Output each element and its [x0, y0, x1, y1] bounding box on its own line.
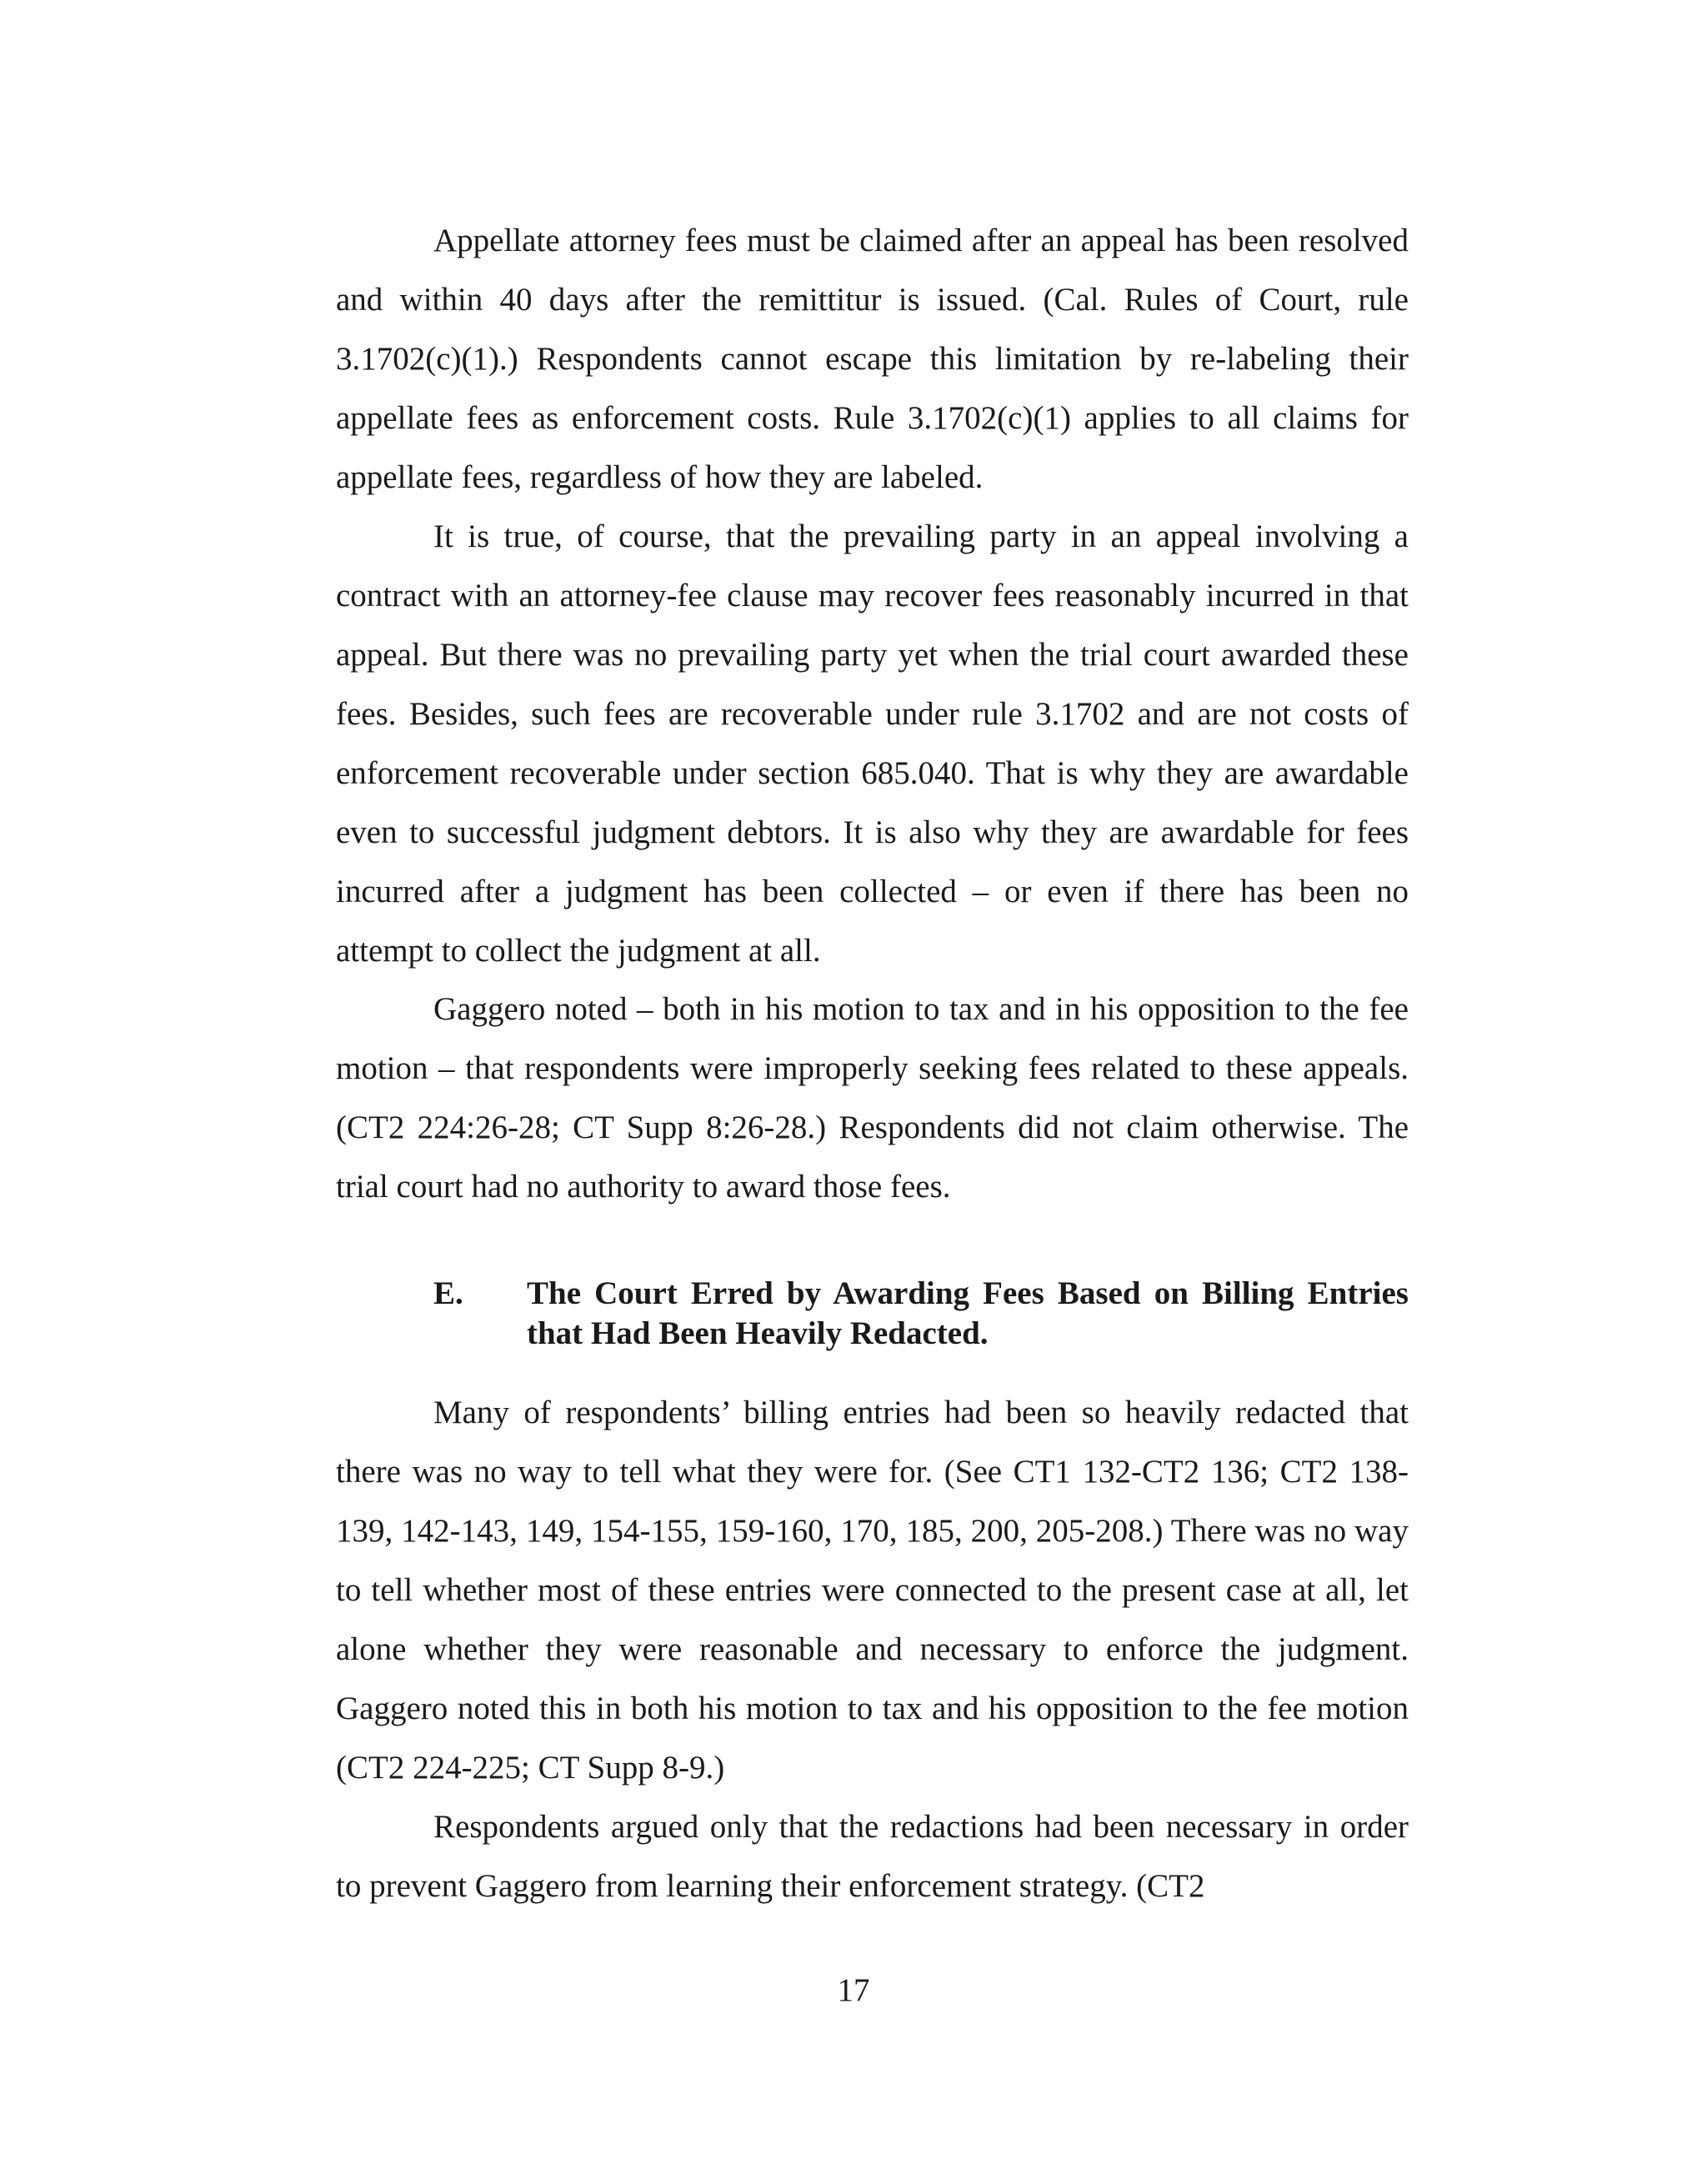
paragraph-appellate-fees-deadline: Appellate attorney fees must be claimed after an appeal has been resolved and within 40 days after the remittitur is issued. (Cal. Rules of Court, rule 3.1702(c)(1).) Respondents cannot escape this limitation by re-labeling their appellate fees as enforcement costs. Rule 3.1702(c)(1) applies to all claims for appellate fees, regardless of how they are labeled. — [336, 223, 1409, 495]
paragraph-prevailing-party: It is true, of course, that the prevailing party in an appeal involving a contract with an attorney-fee clause may recover fees reasonably incurred in that appeal. But there was no prevailing party yet when the trial court awarded these fees. Besides, such fees are recoverable under rule 3.1702 and are not costs of enforcement recoverable under section 685.040. That is why they are awardable even to successful judgment debtors. It is also why they are awardable for fees incurred after a judgment has been collected – or even if there has been no attempt to collect the judgment at all. — [336, 518, 1409, 969]
section-heading-e — [433, 1274, 1409, 1354]
paragraph-redacted-entries: Many of respondents’ billing entries had been so heavily redacted that there was no way to tell what they were for. (See CT1 132-CT2 136; CT2 138-139, 142-143, 149, 154-155, 159-160, 170, 185, 200, 205-208.) There was no way to tell whether most of these entries were connected to the present case at all, let alone whether they were reasonable and necessary to enforce the judgment. Gaggero noted this in both his motion to tax and his opposition to the fee motion (CT2 224-225; CT Supp 8-9.) — [336, 1395, 1409, 1786]
section-heading-title: The Court Erred by Awarding Fees Based on Billing Entries that Had Been Heavily Redacted. — [527, 1275, 1409, 1351]
page-number: 17 — [837, 1972, 870, 2008]
paragraph-respondents-argued: Respondents argued only that the redactions had been necessary in order to prevent Gaggero from learning their enforcement strategy. (CT2 — [336, 1809, 1409, 1904]
paragraph-gaggero-noted: Gaggero noted – both in his motion to tax and in his opposition to the fee motion – that respondents were improperly seeking fees related to these appeals. (CT2 224:26-28; CT Supp 8:26-28.) Respondents did not claim otherwise. The trial court had no authority to award those fees. — [336, 991, 1409, 1205]
section-heading-letter: E. — [433, 1275, 463, 1311]
